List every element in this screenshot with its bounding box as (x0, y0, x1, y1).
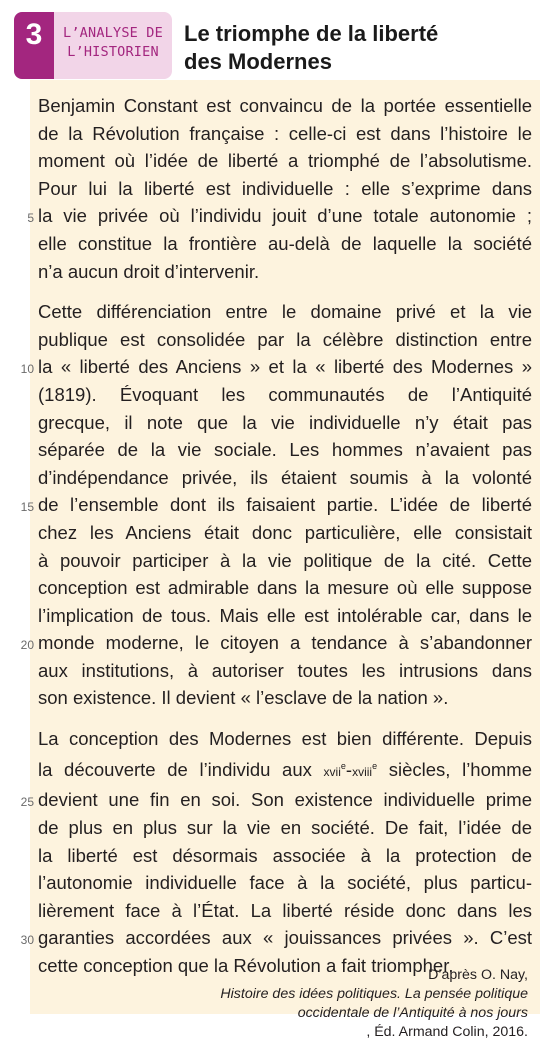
document-body (38, 92, 532, 993)
text-line: de la Révolution française : celle-ci est dans l’histoire le (38, 122, 532, 144)
text-line: n’a aucun droit d’intervenir. (38, 260, 260, 282)
text-line: La conception des Modernes est bien différente. Depuis (38, 728, 532, 750)
text-line: garanties accordées aux « jouissances privées ». C’est (38, 927, 532, 949)
text-line: chez les Anciens était donc particulière, elle consistait (38, 521, 532, 543)
text-line: lièrement face à l’État. La liberté réside donc dans les (38, 899, 532, 921)
text-line: cette conception que la Révolution a fait triompher. (38, 954, 454, 976)
paragraph (38, 92, 532, 285)
text-line: son existence. Il devient « l’esclave de la nation ». (38, 687, 449, 709)
text-line: (1819). Évoquant les communautés de l’Antiquité (38, 383, 532, 405)
line-number: 30 (20, 933, 34, 948)
source-line (28, 1004, 528, 1042)
line-number: 25 (20, 795, 34, 810)
document-title-line: des Modernes (184, 49, 332, 74)
document-title (184, 20, 514, 76)
text-line: d’indépendance privée, ils étaient soumis à la volonté (38, 466, 532, 488)
text-line: à pouvoir participer à la vie politique de la cité. Cette (38, 549, 532, 571)
source-line (28, 966, 528, 1004)
paragraph (38, 298, 532, 712)
text-line: Pour lui la liberté est individuelle : elle s’exprime dans (38, 177, 532, 199)
text-line: de plus en plus sur la vie en société. De fait, l’idée de (38, 817, 532, 838)
line-number: 20 (20, 638, 34, 653)
text-line: monde moderne, le citoyen a tendance à s’abandonner (38, 632, 532, 654)
text-line: de l’ensemble dont ils faisaient partie. L’idée de liberté (38, 494, 532, 516)
text-line: grecque, il note que la vie individuelle n’y était pas (38, 411, 532, 433)
document-number-badge: 3 (14, 12, 54, 79)
document-type-tag (54, 12, 172, 79)
text-line: la découverte de l’individu aux xvii$^e$-xviii$^e$ siècles, l’homme (38, 758, 532, 780)
source-book-title: occidentale de l’Antiquité à nos jours (297, 1005, 528, 1021)
source-publisher: , Éd. Armand Colin, 2016. (366, 1024, 528, 1040)
text-line: aux institutions, à autoriser toutes les intrusions dans (38, 659, 532, 681)
text-line: Benjamin Constant est convaincu de la portée essentielle (38, 95, 532, 116)
source-prefix: D’après O. Nay, (428, 967, 528, 983)
paragraph (38, 725, 532, 980)
document-title-line: Le triomphe de la liberté (184, 21, 439, 46)
text-line: la liberté est désormais associée à la protection de (38, 844, 532, 866)
text-line: l’autonomie individuelle face à la société, plus particu- (38, 872, 532, 894)
text-line: Cette différenciation entre le domaine privé et la vie (38, 301, 532, 323)
text-line: conception est admirable dans la mesure où elle suppose (38, 577, 532, 599)
text-line: publique est consolidée par la célèbre distinction entre (38, 328, 532, 350)
text-line: l’implication de tous. Mais elle est intolérable car, dans le (38, 604, 532, 626)
line-number: 5 (27, 211, 34, 226)
document-type-tag-line: L’ANALYSE DE (63, 25, 163, 41)
text-line: moment où l’idée de liberté a triomphé de l’absolutisme. (38, 150, 532, 172)
text-line: la « liberté des Anciens » et la « liberté des Modernes » (38, 356, 532, 378)
text-line: devient une fin en soi. Son existence individuelle prime (38, 789, 532, 811)
line-number: 10 (20, 362, 34, 377)
text-line: la vie privée où l’individu jouit d’une totale autonomie ; (38, 205, 532, 227)
text-line: séparée de la vie sociale. Les hommes n’avaient pas (38, 439, 532, 461)
text-line: elle constitue la frontière au-delà de laquelle la société (38, 232, 532, 254)
document-type-tag-line: L’HISTORIEN (67, 44, 159, 60)
line-number: 15 (20, 500, 34, 515)
source-citation (28, 966, 528, 1042)
document-header (0, 0, 550, 80)
source-book-title: Histoire des idées politiques. La pensée politique (220, 986, 528, 1002)
